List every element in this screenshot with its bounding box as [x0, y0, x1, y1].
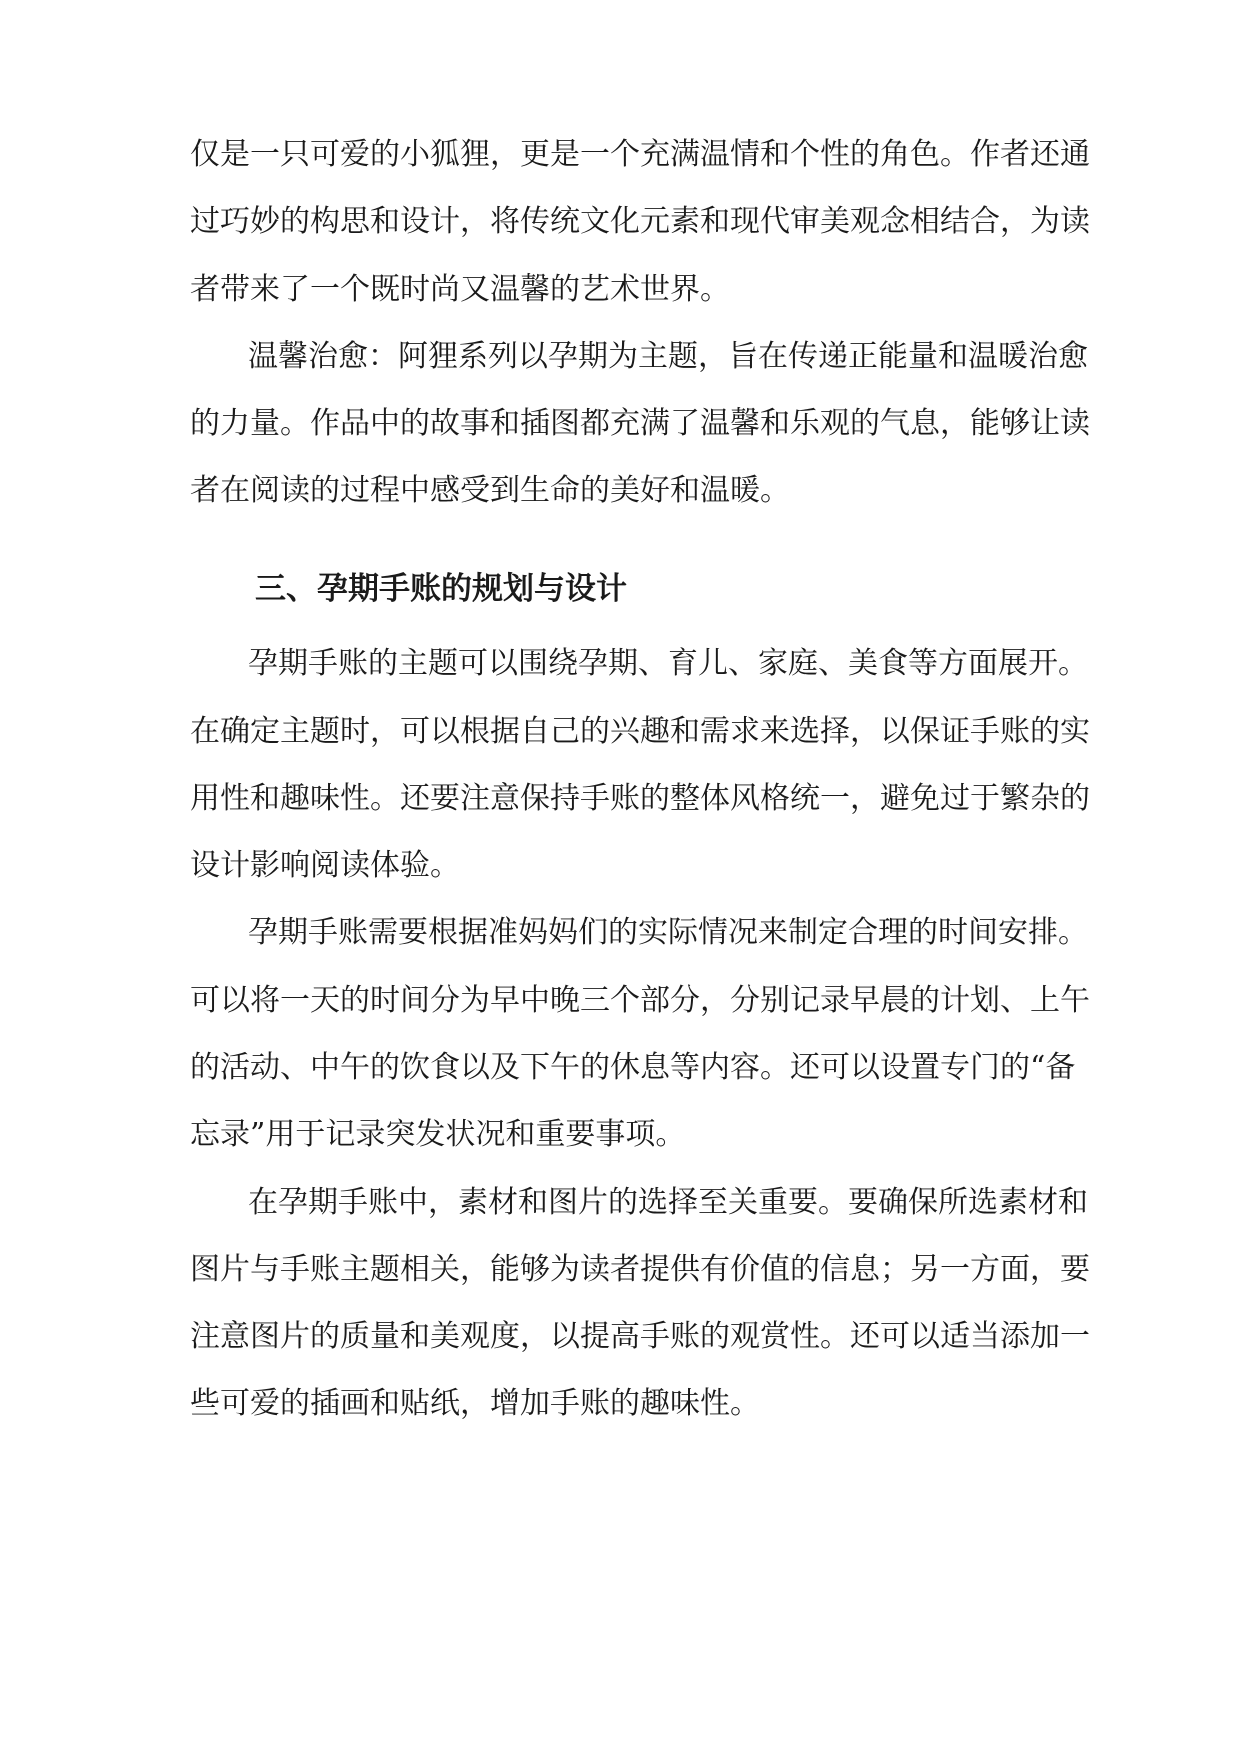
- text-line: 忘录”用于记录突发状况和重要事项。: [190, 1117, 686, 1152]
- text-line: 过巧妙的构思和设计，将传统文化元素和现代审美观念相结合，为读: [190, 204, 1090, 239]
- text-line: 设计影响阅读体验。: [190, 848, 460, 883]
- text-line: 温馨治愈：阿狸系列以孕期为主题，旨在传递正能量和温暖治愈: [248, 339, 1088, 374]
- text-line: 图片与手账主题相关，能够为读者提供有价值的信息；另一方面，要: [190, 1252, 1090, 1287]
- text-line: 孕期手账的主题可以围绕孕期、育儿、家庭、美食等方面展开。: [248, 646, 1088, 681]
- text-line: 的力量。作品中的故事和插图都充满了温馨和乐观的气息，能够让读: [190, 406, 1090, 441]
- text-line: 的活动、中午的饮食以及下午的休息等内容。还可以设置专门的“备: [190, 1050, 1076, 1085]
- text-line: 者带来了一个既时尚又温馨的艺术世界。: [190, 272, 730, 307]
- section-heading: 三、孕期手账的规划与设计: [255, 571, 627, 607]
- text-line: 用性和趣味性。还要注意保持手账的整体风格统一，避免过于繁杂的: [190, 781, 1090, 816]
- text-line: 些可爱的插画和贴纸，增加手账的趣味性。: [190, 1386, 760, 1421]
- text-line: 孕期手账需要根据准妈妈们的实际情况来制定合理的时间安排。: [248, 915, 1088, 950]
- text-line: 在确定主题时，可以根据自己的兴趣和需求来选择，以保证手账的实: [190, 714, 1090, 749]
- text-line: 者在阅读的过程中感受到生命的美好和温暖。: [190, 473, 790, 508]
- text-line: 仅是一只可爱的小狐狸，更是一个充满温情和个性的角色。作者还通: [190, 137, 1090, 172]
- text-line: 注意图片的质量和美观度，以提高手账的观赏性。还可以适当添加一: [190, 1319, 1090, 1354]
- text-line: 在孕期手账中，素材和图片的选择至关重要。要确保所选素材和: [248, 1185, 1088, 1220]
- text-line: 可以将一天的时间分为早中晚三个部分，分别记录早晨的计划、上午: [190, 983, 1090, 1018]
